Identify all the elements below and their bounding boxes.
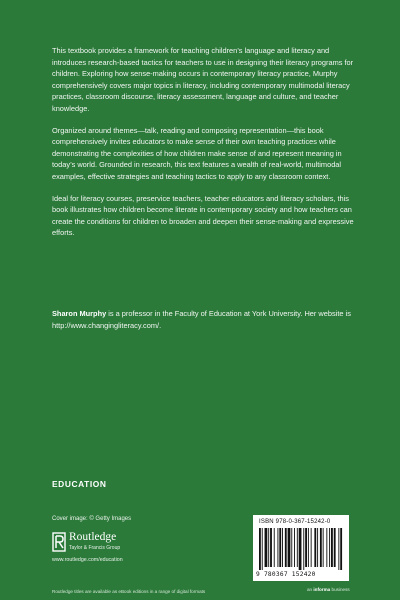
barcode-bar — [326, 528, 327, 567]
barcode-digits: 9 780367 152420 — [256, 571, 316, 578]
author-bio-text: is a professor in the Faculty of Education at York University. Her website is http://www.changingliteracy.com/. — [52, 309, 351, 330]
barcode-bar — [294, 528, 295, 567]
cover-image-credit: Cover image: © Getty Images — [52, 516, 132, 522]
barcode-bar — [323, 528, 324, 567]
barcode-bar — [317, 528, 318, 567]
barcode-bar — [305, 528, 307, 567]
barcode-bar — [311, 528, 312, 567]
isbn-label: ISBN 978-0-367-15242-0 — [259, 519, 331, 525]
barcode-bar — [279, 528, 281, 567]
informa-business-label — [307, 587, 350, 592]
barcode-bar — [308, 528, 309, 567]
barcode-panel — [253, 515, 349, 581]
barcode-bar — [334, 528, 336, 567]
subject-category: EDUCATION — [52, 479, 107, 489]
informa-brand: informa — [313, 587, 331, 592]
publisher-url: www.routledge.com/education — [52, 557, 123, 563]
barcode-bar — [288, 528, 291, 567]
barcode-bar — [274, 528, 275, 567]
barcode-bar — [299, 528, 302, 570]
barcode-bar — [285, 528, 287, 567]
ebook-footnote: Routledge titles are available as eBook editions in a range of digital formats — [52, 589, 206, 594]
routledge-logo-icon — [52, 532, 66, 552]
book-description — [52, 45, 362, 249]
barcode-bar — [277, 528, 278, 567]
publisher-block — [52, 530, 232, 570]
author-bio — [52, 308, 362, 331]
publisher-group: Taylor & Francis Group — [69, 545, 121, 551]
barcode-bar — [265, 528, 268, 567]
barcode-bar — [268, 528, 269, 567]
barcode-bar — [303, 528, 304, 570]
barcode-bar — [291, 528, 292, 567]
description-paragraph-3: Ideal for literacy courses, preservice teachers, teacher educators and literacy scholars, this book illustrates how children become literate in contemporary society and how teachers can create the conditions for children to broaden and deepen their sense-making and expressive efforts. — [52, 193, 354, 238]
barcode-bar — [314, 528, 316, 567]
barcode-bar — [320, 528, 322, 567]
barcode-bar — [338, 528, 339, 570]
author-name: Sharon Murphy — [52, 309, 107, 318]
description-paragraph-1: This textbook provides a framework for teaching children’s language and literacy and introduces research-based tactics for teachers to use in designing their literacy programs for children. Exploring how sense-making occurs in contemporary literacy practice, Murphy comprehensively covers major topics in literacy, including contemporary multimodal literacy practices, classroom discourse, literacy assessment, language and culture, and teacher knowledge. — [52, 46, 354, 113]
barcode-bar — [329, 528, 330, 567]
description-paragraph-2: Organized around themes—talk, reading and composing representation—this book comprehensively invites educators to make sense of their own teaching practices while demonstrating the complexities of how children make sense of and represent meaning in today’s world. Grounded in research, this text features a wealth of real-world, multimodal examples, effective strategies and teaching tactics to apply to any classroom context. — [52, 125, 342, 181]
publisher-name: Routledge — [69, 531, 117, 543]
barcode-icon — [259, 528, 343, 570]
barcode-bar — [340, 528, 342, 570]
barcode-bar — [259, 528, 261, 570]
barcode-bar — [270, 528, 272, 567]
barcode-bar — [331, 528, 333, 567]
informa-suffix: business — [330, 587, 350, 592]
barcode-bar — [297, 528, 298, 567]
informa-prefix: an — [307, 587, 314, 592]
barcode-bar — [262, 528, 263, 570]
barcode-bar — [282, 528, 283, 567]
